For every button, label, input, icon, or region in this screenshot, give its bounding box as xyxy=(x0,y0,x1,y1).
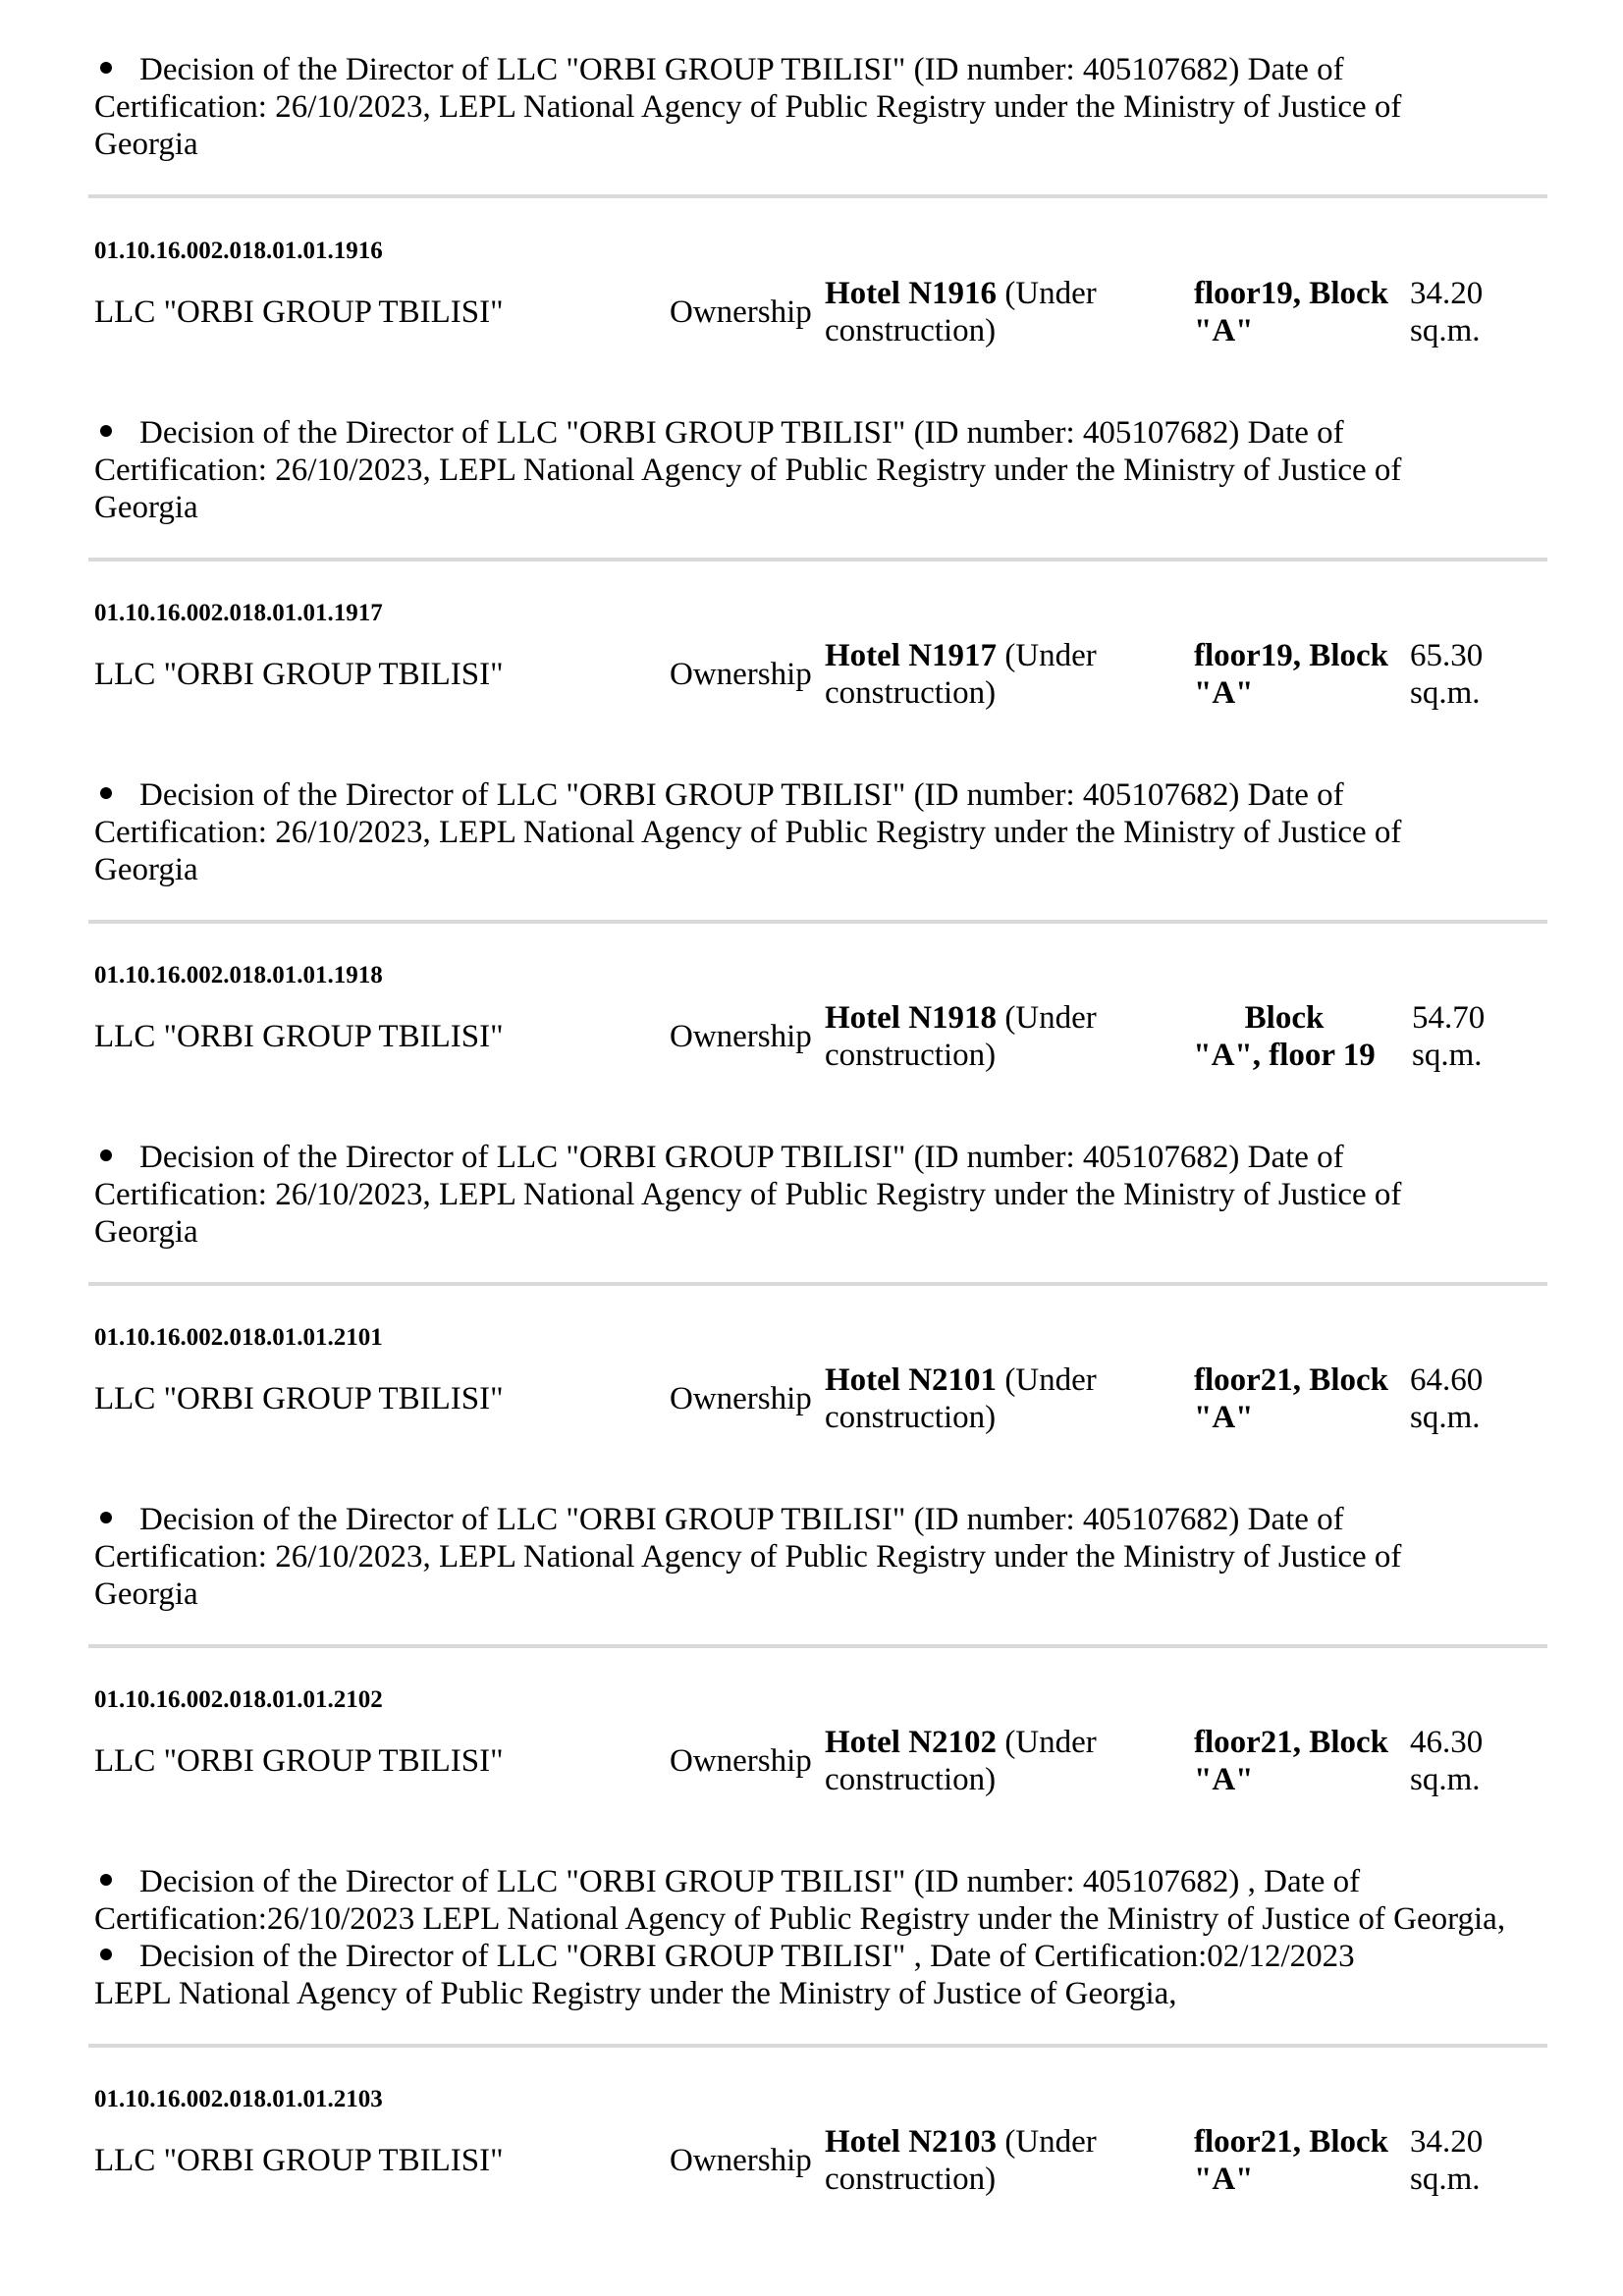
decision-note xyxy=(94,1863,1547,2012)
object-description xyxy=(825,2123,1188,2198)
area xyxy=(1410,637,1508,712)
record-row xyxy=(0,2123,1623,2202)
cadastral-code: 01.10.16.002.018.01.01.1917 xyxy=(94,600,383,626)
divider xyxy=(88,1282,1547,1286)
area xyxy=(1410,1724,1508,1798)
divider xyxy=(88,1644,1547,1648)
decision-text: Certification:26/10/2023 LEPL National Agency of Public Registry under the Ministry of Justice of Georgia, xyxy=(94,1901,1506,1937)
bullet-icon xyxy=(100,787,112,799)
decision-text: Decision of the Director of LLC "ORBI GROUP TBILISI" (ID number: 405107682) Date of xyxy=(139,415,1344,451)
area-unit: sq.m. xyxy=(1410,1400,1481,1435)
owner-name: LLC "ORBI GROUP TBILISI" xyxy=(94,1743,504,1779)
location-line: "A", floor 19 xyxy=(1193,1038,1376,1073)
bullet-icon xyxy=(100,1512,112,1523)
decision-text: Decision of the Director of LLC "ORBI GROUP TBILISI" (ID number: 405107682) Date of xyxy=(139,1502,1344,1537)
area xyxy=(1412,999,1510,1074)
area-unit: sq.m. xyxy=(1412,1038,1483,1073)
decision-text: LEPL National Agency of Public Registry under the Ministry of Justice of Georgia, xyxy=(94,1976,1177,2011)
divider xyxy=(88,558,1547,561)
owner-name: LLC "ORBI GROUP TBILISI" xyxy=(94,294,504,330)
object-status: construction) xyxy=(825,1400,997,1435)
area-unit: sq.m. xyxy=(1410,2162,1481,2197)
decision-text: Decision of the Director of LLC "ORBI GROUP TBILISI" (ID number: 405107682) Date of xyxy=(139,1140,1344,1175)
decision-text: Decision of the Director of LLC "ORBI GROUP TBILISI" (ID number: 405107682) Date of xyxy=(139,52,1344,87)
object-status: construction) xyxy=(825,675,997,711)
area-value: 54.70 xyxy=(1412,1000,1486,1036)
right-type: Ownership xyxy=(670,1381,812,1416)
owner-name: LLC "ORBI GROUP TBILISI" xyxy=(94,1381,504,1416)
object-description xyxy=(825,999,1188,1074)
area xyxy=(1410,2123,1508,2198)
area-value: 34.20 xyxy=(1410,276,1484,311)
right-type: Ownership xyxy=(670,1743,812,1779)
cadastral-code: 01.10.16.002.018.01.01.1918 xyxy=(94,962,383,988)
object-status: construction) xyxy=(825,1762,997,1797)
decision-text: Georgia xyxy=(94,1576,198,1612)
object-status: (Under xyxy=(997,638,1097,673)
area xyxy=(1410,275,1508,349)
right-type: Ownership xyxy=(670,657,812,692)
location xyxy=(1194,275,1410,349)
location-line: "A" xyxy=(1194,675,1254,711)
object-name: Hotel N1918 xyxy=(825,1000,998,1036)
object-status: construction) xyxy=(825,1038,997,1073)
decision-note xyxy=(94,776,1547,888)
object-name: Hotel N2101 xyxy=(825,1362,998,1398)
object-description xyxy=(825,1362,1188,1436)
decision-text: Georgia xyxy=(94,490,198,525)
divider xyxy=(88,194,1547,198)
decision-text: Georgia xyxy=(94,127,198,162)
object-name: Hotel N1917 xyxy=(825,638,998,673)
decision-text: Certification: 26/10/2023, LEPL National Agency of Public Registry under the Ministry of Justice of xyxy=(94,815,1402,850)
object-status: (Under xyxy=(997,1725,1097,1760)
location-line: Block xyxy=(1244,1000,1325,1036)
decision-note xyxy=(94,414,1547,526)
object-status: (Under xyxy=(997,276,1097,311)
area-value: 65.30 xyxy=(1410,638,1484,673)
cadastral-code: 01.10.16.002.018.01.01.1916 xyxy=(94,238,383,264)
decision-text: Certification: 26/10/2023, LEPL National Agency of Public Registry under the Ministry of Justice of xyxy=(94,1177,1402,1212)
record-row xyxy=(0,275,1623,353)
decision-text: Certification: 26/10/2023, LEPL National Agency of Public Registry under the Ministry of Justice of xyxy=(94,89,1402,125)
location xyxy=(1186,999,1382,1074)
area-unit: sq.m. xyxy=(1410,675,1481,711)
location-line: "A" xyxy=(1194,2162,1254,2197)
owner-name: LLC "ORBI GROUP TBILISI" xyxy=(94,2143,504,2178)
object-status: construction) xyxy=(825,2162,997,2197)
object-name: Hotel N2102 xyxy=(825,1725,998,1760)
object-status: construction) xyxy=(825,313,997,348)
bullet-icon xyxy=(100,1874,112,1886)
decision-note xyxy=(94,51,1547,163)
location-line: floor21, Block xyxy=(1194,1362,1388,1398)
decision-text: Decision of the Director of LLC "ORBI GROUP TBILISI" (ID number: 405107682) Date of xyxy=(139,777,1344,813)
location xyxy=(1194,637,1410,712)
cadastral-code: 01.10.16.002.018.01.01.2102 xyxy=(94,1686,383,1713)
decision-note xyxy=(94,1501,1547,1613)
divider xyxy=(88,920,1547,924)
owner-name: LLC "ORBI GROUP TBILISI" xyxy=(94,1019,504,1054)
area-value: 46.30 xyxy=(1410,1725,1484,1760)
divider xyxy=(88,2044,1547,2048)
bullet-icon xyxy=(100,62,112,74)
decision-text: Decision of the Director of LLC "ORBI GROUP TBILISI" , Date of Certification:02/12/2023 xyxy=(139,1939,1355,1974)
bullet-icon xyxy=(100,1149,112,1161)
location-line: "A" xyxy=(1194,1762,1254,1797)
cadastral-code: 01.10.16.002.018.01.01.2103 xyxy=(94,2086,383,2112)
record-row xyxy=(0,1724,1623,1802)
bullet-icon xyxy=(100,1949,112,1960)
decision-text: Certification: 26/10/2023, LEPL National Agency of Public Registry under the Ministry of Justice of xyxy=(94,453,1402,488)
location-line: floor21, Block xyxy=(1194,1725,1388,1760)
location xyxy=(1194,1724,1410,1798)
decision-text: Georgia xyxy=(94,1214,198,1250)
bullet-icon xyxy=(100,425,112,437)
object-name: Hotel N2103 xyxy=(825,2124,998,2160)
location xyxy=(1194,1362,1410,1436)
decision-text: Certification: 26/10/2023, LEPL National Agency of Public Registry under the Ministry of Justice of xyxy=(94,1539,1402,1575)
area-unit: sq.m. xyxy=(1410,1762,1481,1797)
cadastral-code: 01.10.16.002.018.01.01.2101 xyxy=(94,1324,383,1351)
record-row xyxy=(0,1362,1623,1440)
object-description xyxy=(825,1724,1188,1798)
object-name: Hotel N1916 xyxy=(825,276,998,311)
location-line: floor19, Block xyxy=(1194,276,1388,311)
right-type: Ownership xyxy=(670,294,812,330)
right-type: Ownership xyxy=(670,2143,812,2178)
location-line: "A" xyxy=(1194,313,1254,348)
object-description xyxy=(825,637,1188,712)
decision-text: Georgia xyxy=(94,852,198,887)
location-line: floor21, Block xyxy=(1194,2124,1388,2160)
area xyxy=(1410,1362,1508,1436)
decision-note xyxy=(94,1139,1547,1251)
right-type: Ownership xyxy=(670,1019,812,1054)
record-row xyxy=(0,999,1623,1078)
location-line: floor19, Block xyxy=(1194,638,1388,673)
object-status: (Under xyxy=(997,1000,1097,1036)
decision-text: Decision of the Director of LLC "ORBI GROUP TBILISI" (ID number: 405107682) , Date of xyxy=(139,1864,1361,1899)
owner-name: LLC "ORBI GROUP TBILISI" xyxy=(94,657,504,692)
object-status: (Under xyxy=(997,1362,1097,1398)
object-status: (Under xyxy=(997,2124,1097,2160)
record-row xyxy=(0,637,1623,716)
area-unit: sq.m. xyxy=(1410,313,1481,348)
location-line: "A" xyxy=(1194,1400,1254,1435)
location xyxy=(1194,2123,1410,2198)
area-value: 34.20 xyxy=(1410,2124,1484,2160)
object-description xyxy=(825,275,1188,349)
area-value: 64.60 xyxy=(1410,1362,1484,1398)
